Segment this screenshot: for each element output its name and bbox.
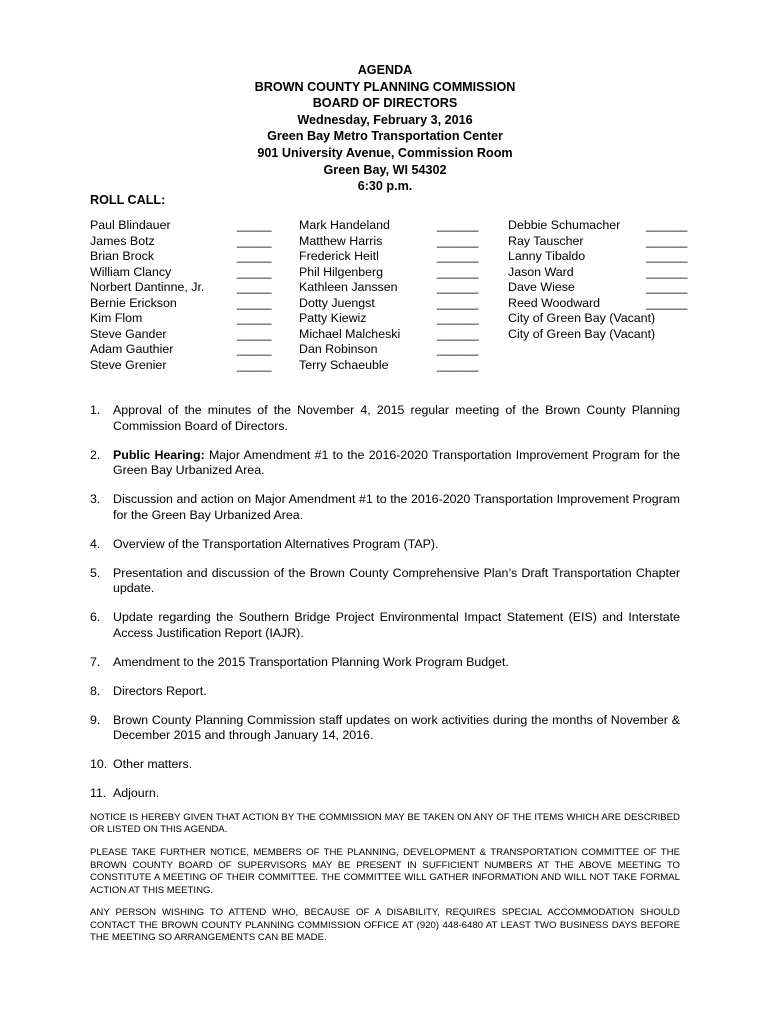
notice-paragraph: ANY PERSON WISHING TO ATTEND WHO, BECAUSE OF A DISABILITY, REQUIRES SPECIAL ACCOMMODATION SHOULD CONTACT THE BROWN COUNTY PLANNING COMMISSION OFFICE AT (920) 448-6480 AT LEAST TWO BUSINESS DAYS BEFORE THE MEETING SO ARRANGEMENTS CAN BE MADE. [90, 907, 680, 944]
agenda-item [90, 655, 680, 671]
member-name: Kim Flom [90, 311, 143, 325]
member-name: Ray Tauscher [508, 233, 584, 248]
roll-call-row [299, 280, 484, 296]
item-number: 6. [90, 610, 101, 624]
item-text: Major Amendment #1 to the 2016-2020 Transportation Improvement Program for the Green Bay Urbanized Area. [113, 447, 680, 477]
roll-call-label: ROLL CALL: [90, 193, 166, 207]
attendance-blank: ______ [646, 218, 688, 232]
member-name: Mark Handeland [299, 218, 390, 232]
attendance-blank: ______ [437, 233, 479, 248]
header-line: 6:30 p.m. [357, 179, 413, 194]
legal-notices [90, 812, 680, 955]
roll-call-column-1 [90, 218, 275, 373]
roll-call-row [508, 234, 693, 250]
roll-call-row [299, 218, 484, 234]
notice-paragraph: PLEASE TAKE FURTHER NOTICE, MEMBERS OF THE PLANNING, DEVELOPMENT & TRANSPORTATION COMMITTEE OF THE BROWN COUNTY BOARD OF SUPERVISORS MAY BE PRESENT IN SUFFICIENT NUMBERS AT THE ABOVE MEETING TO CONSTITUTE A MEETING OF THEIR COMMITTEE. THE COMMITTEE WILL GATHER INFORMATION AND WILL NOT TAKE FORMAL ACTION AT THIS MEETING. [90, 847, 680, 896]
roll-call-row [299, 265, 484, 281]
attendance-blank: ______ [646, 280, 688, 294]
member-name: Dotty Juengst [299, 295, 375, 310]
agenda-item [90, 492, 680, 523]
member-name: Terry Schaeuble [299, 357, 389, 372]
member-name: Patty Kiewiz [299, 311, 367, 325]
roll-call-row [508, 249, 693, 265]
item-number: 4. [90, 536, 101, 551]
member-name: Steve Grenier [90, 357, 167, 372]
attendance-blank: ______ [437, 311, 479, 325]
attendance-blank: ______ [646, 295, 688, 310]
roll-call-row [90, 296, 275, 312]
roll-call-row [90, 311, 275, 327]
roll-call-row [508, 296, 693, 312]
member-name: Jason Ward [508, 264, 574, 279]
roll-call-row [90, 265, 275, 281]
item-bold-label: Public Hearing: [113, 447, 205, 462]
attendance-blank: _____ [237, 218, 272, 232]
item-text: Discussion and action on Major Amendment #1 to the 2016-2020 Transportation Improvement Program for the Green Bay Urbanized Area. [113, 492, 680, 522]
member-name: James Botz [90, 233, 155, 248]
attendance-blank: ______ [437, 280, 479, 294]
member-name: Lanny Tibaldo [508, 249, 586, 263]
member-name: Dave Wiese [508, 280, 575, 294]
attendance-blank: ______ [437, 342, 479, 356]
agenda-item [90, 610, 680, 641]
roll-call-row [90, 358, 275, 374]
attendance-blank: _____ [237, 295, 272, 310]
roll-call-row [299, 342, 484, 358]
roll-call-row [90, 280, 275, 296]
item-text: Presentation and discussion of the Brown County Comprehensive Plan’s Draft Transportation Chapter update. [113, 565, 680, 595]
roll-call-row [90, 234, 275, 250]
item-text: Amendment to the 2015 Transportation Planning Work Program Budget. [113, 654, 509, 669]
item-number: 3. [90, 492, 101, 506]
roll-call-row [90, 218, 275, 234]
agenda-item [90, 537, 680, 553]
member-name: Paul Blindauer [90, 218, 171, 232]
member-name: Bernie Erickson [90, 295, 177, 310]
member-name: Debbie Schumacher [508, 218, 621, 232]
member-name: Kathleen Janssen [299, 280, 398, 294]
roll-call-row [508, 311, 693, 327]
item-number: 5. [90, 565, 101, 580]
attendance-blank: _____ [237, 311, 272, 325]
agenda-item [90, 786, 680, 802]
item-number: 8. [90, 683, 101, 698]
agenda-item [90, 448, 680, 479]
item-text: Overview of the Transportation Alternatives Program (TAP). [113, 536, 439, 551]
member-name: Phil Hilgenberg [299, 264, 384, 279]
attendance-blank: ______ [437, 264, 479, 279]
member-name: Adam Gauthier [90, 342, 174, 356]
header-line: 901 University Avenue, Commission Room [257, 145, 513, 160]
header-line: Green Bay, WI 54302 [323, 162, 447, 177]
attendance-blank: _____ [237, 280, 272, 294]
agenda-items [90, 403, 680, 815]
roll-call-row [299, 296, 484, 312]
attendance-blank: ______ [437, 295, 479, 310]
roll-call-row [299, 358, 484, 374]
roll-call-row [90, 249, 275, 265]
attendance-blank: ______ [646, 264, 688, 279]
member-name: Matthew Harris [299, 233, 383, 248]
agenda-item [90, 757, 680, 773]
attendance-blank: _____ [237, 249, 272, 263]
agenda-header [0, 62, 770, 195]
attendance-blank: ______ [437, 218, 479, 232]
attendance-blank: _____ [237, 357, 272, 372]
item-text: Update regarding the Southern Bridge Project Environmental Impact Statement (EIS) and Interstate Access Justification Report (IAJR). [113, 610, 680, 640]
attendance-blank: ______ [646, 233, 688, 248]
roll-call-row [299, 249, 484, 265]
item-text: Directors Report. [113, 683, 207, 698]
member-name: Dan Robinson [299, 342, 378, 356]
item-number: 10. [90, 757, 108, 771]
attendance-blank: ______ [437, 249, 479, 263]
member-name: City of Green Bay (Vacant) [508, 311, 656, 325]
member-name: Reed Woodward [508, 295, 601, 310]
attendance-blank: ______ [646, 249, 688, 263]
roll-call-row [508, 265, 693, 281]
roll-call-row [90, 327, 275, 343]
item-number: 11. [90, 786, 107, 800]
attendance-blank: ______ [437, 326, 479, 341]
header-line: Green Bay Metro Transportation Center [267, 129, 503, 144]
member-name: Norbert Dantinne, Jr. [90, 280, 205, 294]
roll-call-column-2 [299, 218, 484, 373]
attendance-blank: ______ [437, 357, 479, 372]
header-line: BROWN COUNTY PLANNING COMMISSION [254, 79, 516, 94]
member-name: William Clancy [90, 264, 172, 279]
agenda-item [90, 684, 680, 700]
item-number: 2. [90, 447, 101, 462]
attendance-blank: _____ [237, 342, 272, 356]
item-number: 9. [90, 712, 101, 727]
member-name: Michael Malcheski [299, 326, 401, 341]
header-line: BOARD OF DIRECTORS [312, 96, 458, 111]
attendance-blank: _____ [237, 233, 272, 248]
roll-call-row [299, 234, 484, 250]
item-text: Other matters. [113, 757, 193, 771]
item-text: Approval of the minutes of the November 4, 2015 regular meeting of the Brown County Planning Commission Board of Directors. [113, 403, 680, 433]
item-number: 1. [90, 403, 101, 417]
header-line: AGENDA [357, 63, 413, 77]
roll-call-row [299, 327, 484, 343]
roll-call-row [508, 218, 693, 234]
agenda-item [90, 566, 680, 597]
member-name: Brian Brock [90, 249, 155, 263]
header-line: Wednesday, February 3, 2016 [297, 112, 473, 127]
roll-call-column-3 [508, 218, 693, 342]
member-name: Steve Gander [90, 326, 167, 341]
agenda-item [90, 403, 680, 434]
agenda-item [90, 713, 680, 744]
roll-call-row [508, 280, 693, 296]
attendance-blank: _____ [237, 326, 272, 341]
member-name: City of Green Bay (Vacant) [508, 326, 656, 341]
notice-paragraph: NOTICE IS HEREBY GIVEN THAT ACTION BY THE COMMISSION MAY BE TAKEN ON ANY OF THE ITEMS WHICH ARE DESCRIBED OR LISTED ON THIS AGENDA. [90, 812, 680, 836]
item-text: Brown County Planning Commission staff updates on work activities during the months of November & December 2015 and through January 14, 2016. [113, 712, 680, 742]
attendance-blank: _____ [237, 264, 272, 279]
roll-call-row [299, 311, 484, 327]
item-number: 7. [90, 654, 101, 669]
item-text: Adjourn. [113, 786, 160, 800]
roll-call-row [508, 327, 693, 343]
roll-call-row [90, 342, 275, 358]
member-name: Frederick Heitl [299, 249, 379, 263]
